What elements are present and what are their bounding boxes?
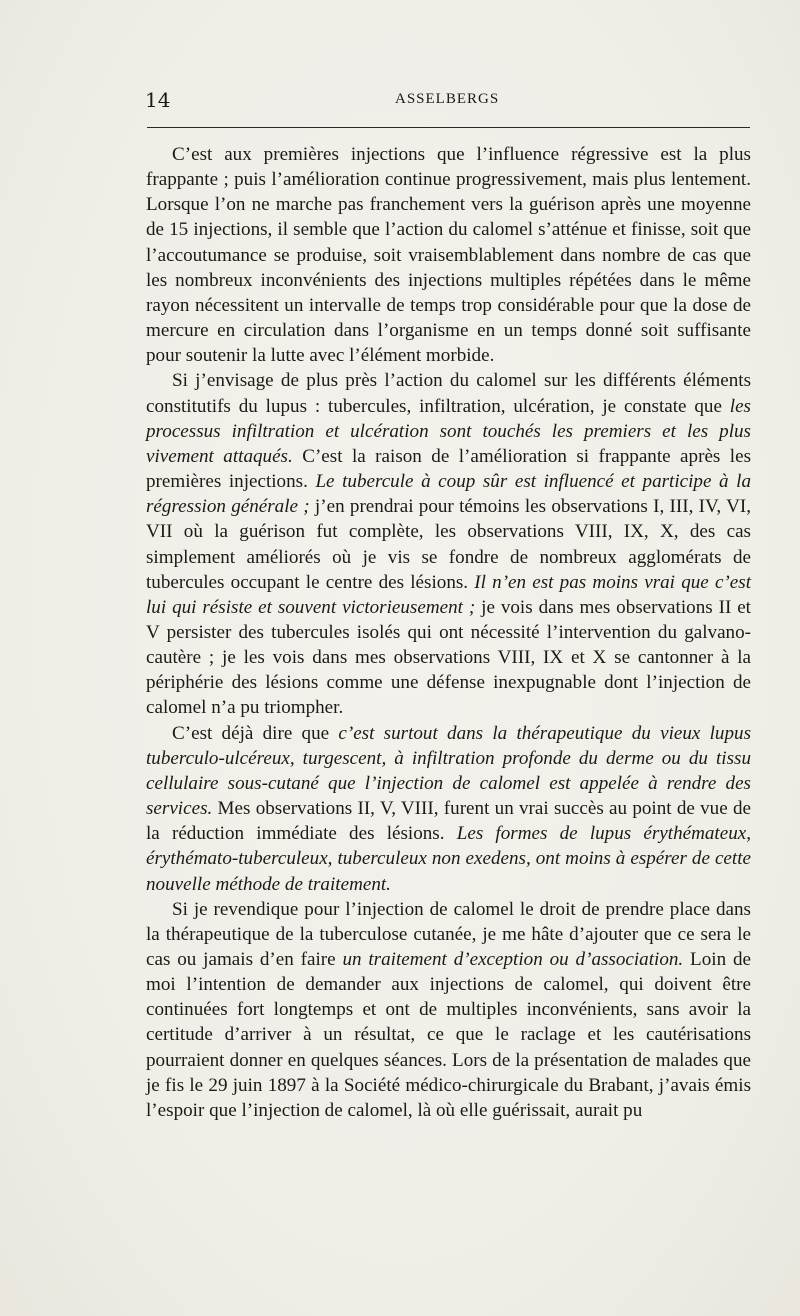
italic-passage: un traitement d’exception ou d’association.: [342, 949, 684, 970]
paragraph-text: j’en prendrai pour témoins les observations I, III, IV, VI, VII où la guérison fut complète, les observations VIII, IX, X, des cas simplement améliorés où je vis se fondre de nombreux agglomérats de tubercules occupant le centre des lésions.: [146, 496, 751, 593]
paragraph: [146, 897, 751, 1123]
paragraph-text: Si je revendique pour l’injection de calomel le droit de prendre place dans la thérapeutique de la tuberculose cutanée, je me hâte d’ajouter que ce sera le cas ou jamais d’en faire: [146, 898, 751, 970]
italic-passage: Les formes de lupus érythémateux, érythémato-tuberculeux, tuberculeux non exedens, ont moins à espérer de cette nouvelle méthode de traitement.: [146, 823, 752, 895]
italic-passage: Le tubercule à coup sûr est influencé et participe à la régression générale ;: [146, 471, 751, 518]
page-number: 14: [145, 88, 171, 112]
running-head: ASSELBERGS: [395, 91, 500, 107]
italic-passage: les processus infiltration et ulcération sont touchés les premiers et les plus vivement attaqués.: [146, 395, 751, 467]
paragraph-text: C’est la raison de l’amélioration si frappante après les premières injections.: [146, 445, 752, 493]
italic-passage: c’est surtout dans la thérapeutique du vieux lupus tuberculo-ulcéreux, turgescent, à infiltration profonde du derme ou du tissu cellulaire sous-cutané que l’injection de calomel est appelée à rendre des services.: [146, 722, 752, 820]
paragraph-text: C’est aux premières injections que l’influence régressive est la plus frappante ; puis l’amélioration continue progressivement, mais plus lentement. Lorsque l’on ne marche pas franchement vers la guérison après une moyenne de 15 injections, il semble que l’action du calomel s’atténue et finisse, soit que l’accoutumance se produise, soit vraisemblablement dans nombre de cas que les nombreux inconvénients des injections multiples répétées dans le même rayon nécessitent un intervalle de temps trop considérable pour que la dose de mercure en circulation dans l’organisme en un temps donné soit suffisante pour soutenir la lutte avec l’élément morbide.: [146, 144, 751, 367]
paragraph: [146, 368, 751, 720]
paragraph-text: Mes observations II, V, VIII, furent un vrai succès au point de vue de la réduction immédiate des lésions.: [146, 798, 751, 845]
body-text: [146, 142, 751, 1123]
paragraph-text: C’est déjà dire que: [172, 722, 339, 744]
paragraph-text: Loin de moi l’intention de demander aux injections de calomel, qui doivent être continuées fort longtemps et ont de multiples inconvénients, sans avoir la certitude d’arriver à un résultat, ce que le raclage et les cautérisations pourraient donner en quelques séances. Lors de la présentation de malades que je fis le 29 juin 1897 à la Société médico-chirurgicale du Brabant, j’avais émis l’espoir que l’injection de calomel, là où elle guérissait, aurait pu: [146, 949, 751, 1121]
page-header: [145, 88, 750, 112]
italic-passage: Il n’en est pas moins vrai que c’est lui qui résiste et souvent victorieusement ;: [146, 571, 752, 618]
paragraph-text: Si j’envisage de plus près l’action du calomel sur les différents éléments constitutifs du lupus : tubercules, infiltration, ulcération, je constate que: [146, 370, 751, 417]
paragraph: [146, 721, 751, 897]
header-rule: [147, 127, 750, 128]
paragraph-text: je vois dans mes observations II et V persister des tubercules isolés qui ont nécessité l’intervention du galvano-cautère ; je les vois dans mes observations VIII, IX et X se cantonner à la périphérie des lésions comme une défense inexpugnable dont l’injection de calomel n’a pu triompher.: [146, 596, 751, 719]
paragraph: [146, 142, 751, 368]
